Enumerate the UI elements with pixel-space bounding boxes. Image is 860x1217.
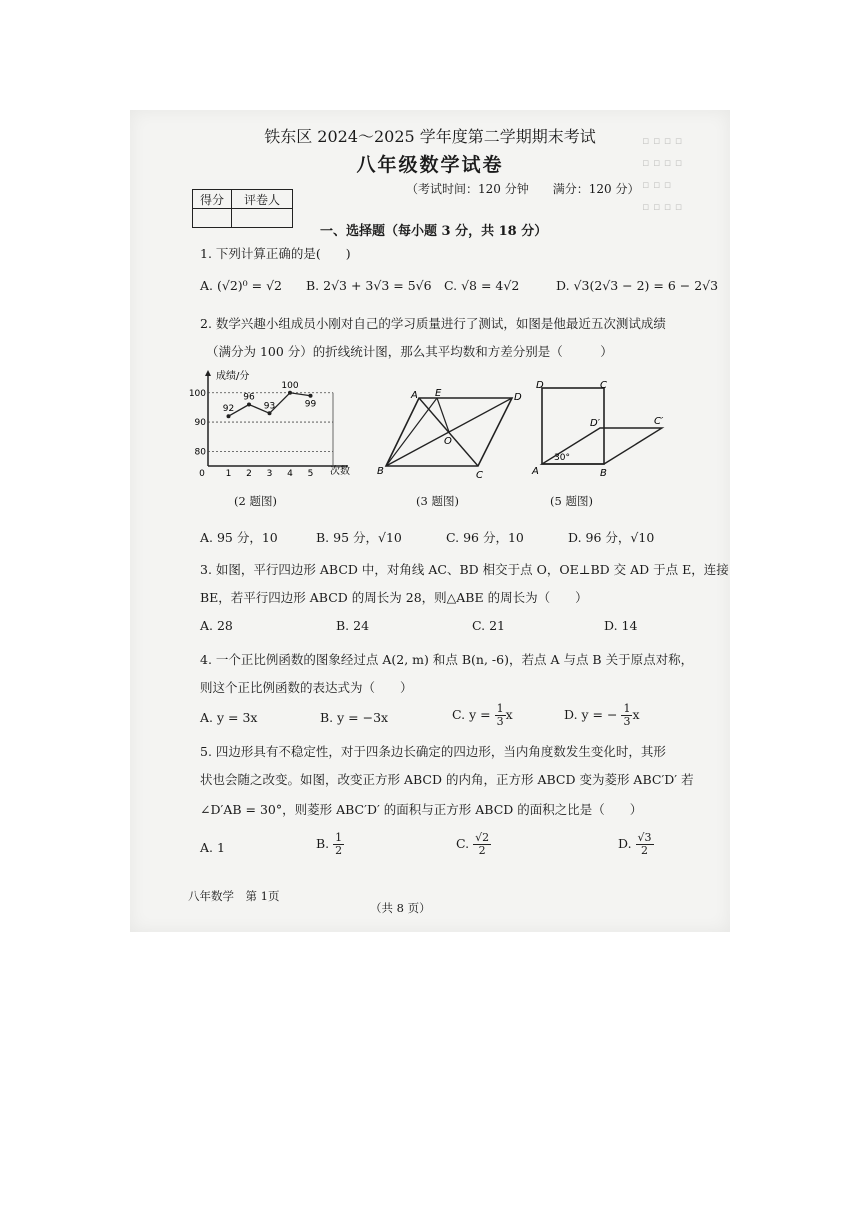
chart-plot [189, 370, 348, 479]
angle-label: 30° [554, 453, 570, 463]
q5-b-num: 1 [335, 831, 343, 844]
q2-option-d: D. 96 分，√10 [568, 530, 655, 545]
bleed-through-text: ▫ ▫ ▫ ▫ ▫ ▫ ▫ ▫ ▫ ▫ ▫ ▫ ▫ ▫ ▫ [642, 134, 683, 213]
exam-time: （考试时间：120 分钟 [406, 182, 529, 196]
q4-line2: 则这个正比例函数的表达式为（ ） [200, 680, 413, 695]
q4-d-den: 3 [623, 715, 631, 728]
segment-oe [437, 398, 449, 432]
segment-be [386, 398, 437, 466]
label-o: O [444, 436, 452, 447]
q3-option-a: A. 28 [200, 618, 233, 633]
label-c: C [476, 470, 483, 481]
q4-option-d [564, 703, 640, 728]
q4-line1: 4. 一个正比例函数的图象经过点 A(2, m) 和点 B(n, -6)，若点 A 与点 B 关于原点对称， [200, 652, 694, 667]
q1-option-b: B. 2√3 + 3√3 = 5√6 [306, 278, 432, 293]
exam-subtitle: 八年级数学试卷 [356, 154, 504, 176]
label-a: A [411, 390, 418, 401]
score-header: 得分 [193, 190, 232, 209]
q5-d-prefix: D. [618, 836, 632, 851]
q3-line1: 3. 如图，平行四边形 ABCD 中，对角线 AC、BD 相交于点 O，OE⊥BD 交 AD 于点 E，连接 [200, 562, 729, 577]
q4-c-prefix: C. y = [452, 707, 491, 722]
q5-square-rhombus-figure [530, 378, 670, 482]
chart-xlabel: 次数 [330, 466, 350, 477]
chart-y-tick-label: 80 [194, 447, 206, 458]
fig5-caption: (5 题图) [550, 494, 593, 508]
chart-x-tick-label: 2 [246, 469, 252, 479]
q1-option-c: C. √8 = 4√2 [444, 278, 520, 293]
q4-option-a: A. y = 3x [200, 710, 258, 725]
q4-c-den: 3 [496, 715, 504, 728]
footer-total-pages: （共 8 页） [370, 901, 431, 915]
label-d-prime: D′ [590, 418, 600, 429]
exam-title: 铁东区 2024～2025 学年度第二学期期末考试 [264, 127, 596, 146]
chart-x-tick-label: 3 [266, 469, 273, 479]
q4-c-fraction [495, 703, 506, 728]
chart-y-arrow [205, 370, 211, 376]
q3-option-d: D. 14 [604, 618, 638, 633]
chart-data-label: 100 [281, 380, 299, 391]
exam-meta [406, 180, 663, 197]
chart-data-label: 99 [304, 399, 317, 410]
q5-option-d [618, 832, 654, 857]
q4-option-c [452, 703, 513, 728]
q2-option-c: C. 96 分，10 [446, 530, 524, 545]
q2-option-b: B. 95 分，√10 [316, 530, 402, 545]
q4-d-var: x [632, 707, 640, 722]
section-heading: 一、选择题（每小题 3 分，共 18 分） [320, 224, 548, 239]
q4-c-var: x [505, 707, 513, 722]
q3-option-b: B. 24 [336, 618, 370, 633]
label-d: D [514, 392, 522, 403]
chart-x-tick-label: 5 [307, 469, 314, 479]
chart-data-label: 93 [263, 401, 276, 412]
chart-y-tick-label: 90 [194, 418, 206, 429]
label-e: E [435, 388, 442, 399]
q5-option-c [456, 832, 491, 857]
chart-data-point [288, 391, 292, 395]
chart-data-label: 92 [222, 404, 235, 415]
q5-b-den: 2 [335, 844, 343, 857]
q5-c-prefix: C. [456, 836, 470, 851]
q5-line3: ∠D′AB = 30°，则菱形 ABC′D′ 的面积与正方形 ABCD 的面积之比是（ ） [200, 802, 643, 817]
q4-c-num: 1 [496, 702, 504, 715]
q5-c-den: 2 [478, 844, 486, 857]
q5-line1: 5. 四边形具有不稳定性，对于四条边长确定的四边形，当内角度数发生变化时，其形 [200, 744, 666, 759]
chart-data-point [247, 403, 251, 407]
fig2-caption: (2 题图) [234, 494, 277, 508]
q4-d-prefix: D. y = − [564, 707, 618, 722]
label-b: B [600, 468, 607, 479]
chart-data-point [309, 394, 313, 398]
q2-line-chart [188, 368, 360, 479]
chart-x-tick-label: 4 [287, 469, 293, 479]
q3-parallelogram-figure [374, 386, 526, 482]
q2-line2: （满分为 100 分）的折线统计图，那么其平均数和方差分别是（ ） [206, 344, 613, 359]
exam-full-score: 满分：120 分） [552, 182, 640, 196]
q5-b-prefix: B. [316, 836, 330, 851]
q2-option-a: A. 95 分，10 [200, 530, 278, 545]
q5-line2: 状也会随之改变。如图，改变正方形 ABCD 的内角，正方形 ABCD 变为菱形 ABC′D′ 若 [200, 772, 694, 787]
grader-cell [232, 209, 293, 228]
label-d: D [536, 380, 544, 391]
label-c-prime: C′ [654, 416, 664, 427]
exam-page [130, 110, 730, 932]
q2-line1: 2. 数学兴趣小组成员小刚对自己的学习质量进行了测试，如图是他最近五次测试成绩 [200, 316, 666, 331]
grader-header: 评卷人 [232, 190, 293, 209]
q1-stem: 1. 下列计算正确的是( ) [200, 246, 351, 261]
q5-b-fraction [333, 832, 344, 857]
score-cell [193, 209, 232, 228]
q4-d-num: 1 [623, 702, 631, 715]
chart-y-tick-label: 100 [188, 388, 206, 399]
chart-ylabel: 成绩/分 [216, 371, 250, 382]
q5-c-fraction [473, 832, 491, 857]
score-table [192, 189, 293, 228]
q5-option-a: A. 1 [200, 840, 225, 855]
chart-data-point [268, 411, 272, 415]
q5-c-num: √2 [475, 831, 490, 844]
q4-d-fraction [621, 703, 632, 728]
q5-d-den: 2 [641, 844, 649, 857]
chart-x-tick-label: 0 [199, 469, 205, 479]
chart-data-label: 96 [243, 392, 255, 403]
label-c: C [600, 380, 607, 391]
q3-option-c: C. 21 [472, 618, 505, 633]
q1-option-d: D. √3(2√3 − 2) = 6 − 2√3 [556, 278, 719, 293]
label-b: B [377, 466, 384, 477]
q5-option-b [316, 832, 344, 857]
q3-line2: BE，若平行四边形 ABCD 的周长为 28，则△ABE 的周长为（ ） [200, 590, 588, 605]
chart-x-tick-label: 1 [225, 469, 232, 479]
footer-page-label: 八年数学 第 1页 [188, 889, 280, 903]
label-a: A [532, 466, 539, 477]
fig3-caption: (3 题图) [416, 494, 459, 508]
q1-option-a: A. (√2)⁰ = √2 [200, 278, 282, 293]
q4-option-b: B. y = −3x [320, 710, 389, 725]
q5-d-num: √3 [637, 831, 652, 844]
q5-d-fraction [636, 832, 654, 857]
chart-data-point [227, 414, 231, 418]
